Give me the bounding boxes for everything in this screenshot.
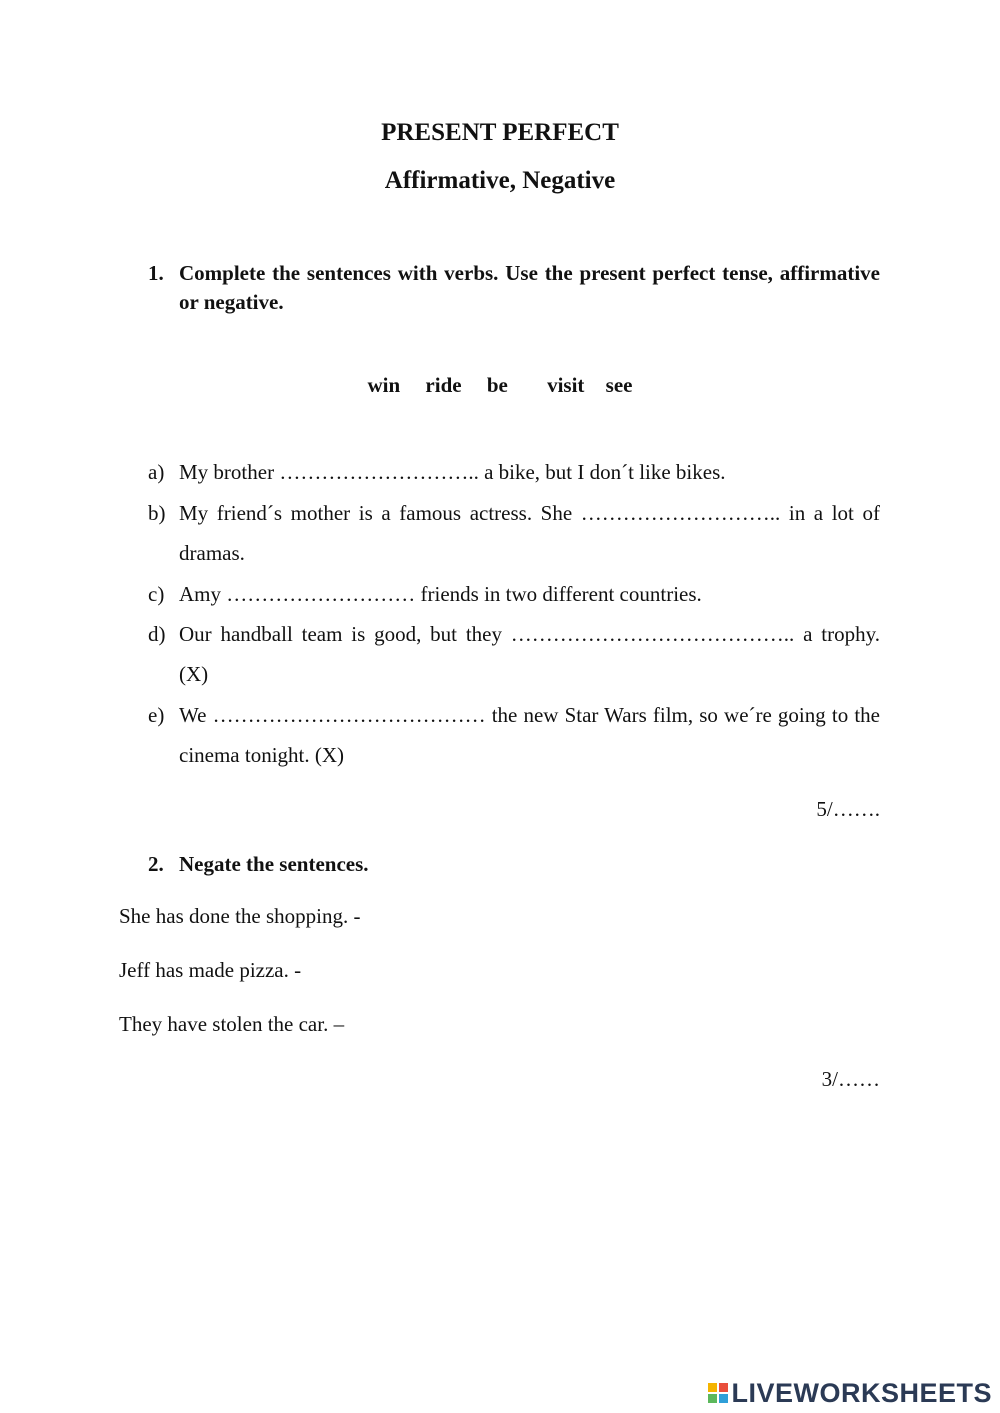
liveworksheets-logo-icon	[708, 1383, 728, 1403]
exercise-1-item-a	[148, 452, 880, 492]
item-label: e)	[148, 703, 165, 727]
item-label: c)	[148, 582, 165, 606]
word-bank-item: ride	[425, 373, 462, 397]
negate-sentence: Jeff has made pizza. -	[119, 958, 302, 982]
item-label: a)	[148, 460, 165, 484]
word-bank-item: win	[367, 373, 401, 397]
negate-sentence: She has done the shopping. -	[119, 904, 361, 928]
exercise-2-text: Negate the sentences.	[179, 852, 369, 876]
negate-sentence: They have stolen the car. –	[119, 1012, 345, 1036]
exercise-1-item-e	[148, 695, 880, 775]
item-text: Amy ……………………… friends in two different countries.	[179, 582, 702, 606]
exercise-2-score: 3/……	[821, 1067, 880, 1091]
item-text: Our handball team is good, but they ………………………………….. a trophy. (X)	[179, 622, 880, 686]
page-subtitle: Affirmative, Negative	[384, 167, 616, 194]
logo-text: LIVEWORKSHEETS	[731, 1377, 992, 1408]
word-bank-item: see	[605, 373, 633, 397]
word-bank-item: visit	[547, 373, 585, 397]
exercise-1-item-d	[148, 614, 880, 694]
exercise-1-item-b	[148, 493, 880, 573]
word-bank	[0, 373, 1000, 398]
exercise-1-item-c	[148, 574, 880, 614]
item-label: d)	[148, 622, 166, 646]
item-text: We ………………………………… the new Star Wars film, so we´re going to the cinema tonight. (X)	[179, 703, 880, 767]
exercise-1-score: 5/…….	[816, 797, 880, 821]
logo-square	[708, 1383, 717, 1392]
logo-square	[708, 1394, 717, 1403]
item-label: b)	[148, 501, 166, 525]
exercise-1-instruction	[148, 259, 880, 317]
logo-square	[719, 1394, 728, 1403]
page-title: PRESENT PERFECT	[381, 119, 619, 146]
logo-square	[719, 1383, 728, 1392]
exercise-2-number: 2.	[148, 852, 164, 876]
exercise-1-number: 1.	[148, 261, 164, 285]
item-text: My friend´s mother is a famous actress. She ……………………….. in a lot of dramas.	[179, 501, 880, 565]
exercise-2-instruction	[148, 850, 880, 879]
liveworksheets-logo	[708, 1378, 992, 1408]
exercise-1-text: Complete the sentences with verbs. Use the present perfect tense, affirmative or negative.	[179, 261, 880, 314]
item-text: My brother ……………………….. a bike, but I don´t like bikes.	[179, 460, 726, 484]
word-bank-item: be	[486, 373, 508, 397]
